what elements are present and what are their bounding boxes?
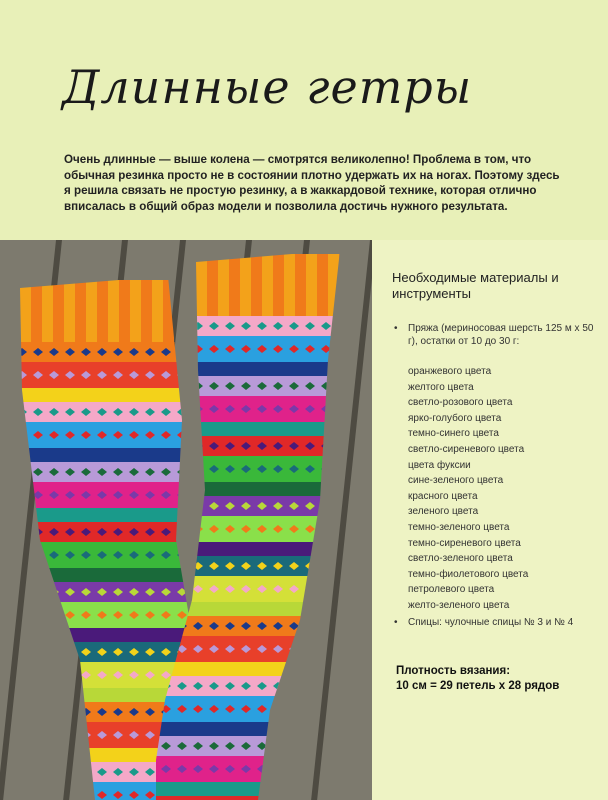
list-item: зеленого цвета: [408, 506, 479, 518]
list-item: желто-зеленого цвета: [408, 599, 510, 611]
list-item: темно-синего цвета: [408, 428, 499, 440]
list-item: цвета фуксии: [408, 459, 471, 471]
bullet-icon: •: [394, 323, 398, 334]
knitted-leg-warmers-image: [0, 240, 372, 800]
yarn-intro: Пряжа (мериносовая шерсть 125 м х 50 г), остатки от 10 до 30 г:: [408, 323, 594, 347]
yarn-color-list: [408, 364, 598, 614]
gauge-label: Плотность вязания:: [396, 665, 511, 677]
materials-panel: [372, 240, 608, 800]
materials-heading: Необходимые материалы и инструменты: [392, 270, 559, 301]
needles-text: Спицы: чулочные спицы № 3 и № 4: [408, 617, 574, 628]
needles-item: [394, 616, 594, 629]
gauge-block: [396, 664, 596, 694]
header-band: [0, 0, 608, 240]
list-item: оранжевого цвета: [408, 366, 492, 377]
list-item: светло-зеленого цвета: [408, 553, 513, 565]
list-item: сине-зеленого цвета: [408, 475, 504, 487]
list-item: желтого цвета: [408, 381, 474, 393]
leg-warmers-photo: [0, 240, 372, 800]
list-item: темно-зеленого цвета: [408, 521, 510, 533]
bullet-icon: •: [394, 617, 398, 628]
gauge-value: 10 см = 29 петель х 28 рядов: [396, 680, 560, 692]
list-item: темно-сиреневого цвета: [408, 537, 521, 549]
list-item: светло-розового цвета: [408, 397, 513, 409]
yarn-item: [394, 322, 594, 348]
list-item: петролевого цвета: [408, 584, 495, 596]
page-title: Длинные гетры: [62, 60, 473, 114]
list-item: темно-фиолетового цвета: [408, 568, 529, 580]
list-item: красного цвета: [408, 490, 478, 502]
list-item: светло-сиреневого цвета: [408, 443, 525, 455]
list-item: ярко-голубого цвета: [408, 412, 502, 424]
intro-paragraph: Очень длинные — выше колена — смотрятся великолепно! Проблема в том, что обычная резинка просто не в состоянии плотно удержать их на ногах. Поэтому здесь я решила связать не простую резинку, а в жаккардовой технике, которая отлично вписалась в общий образ модели и позволила достичь нужного результата.: [64, 153, 560, 213]
